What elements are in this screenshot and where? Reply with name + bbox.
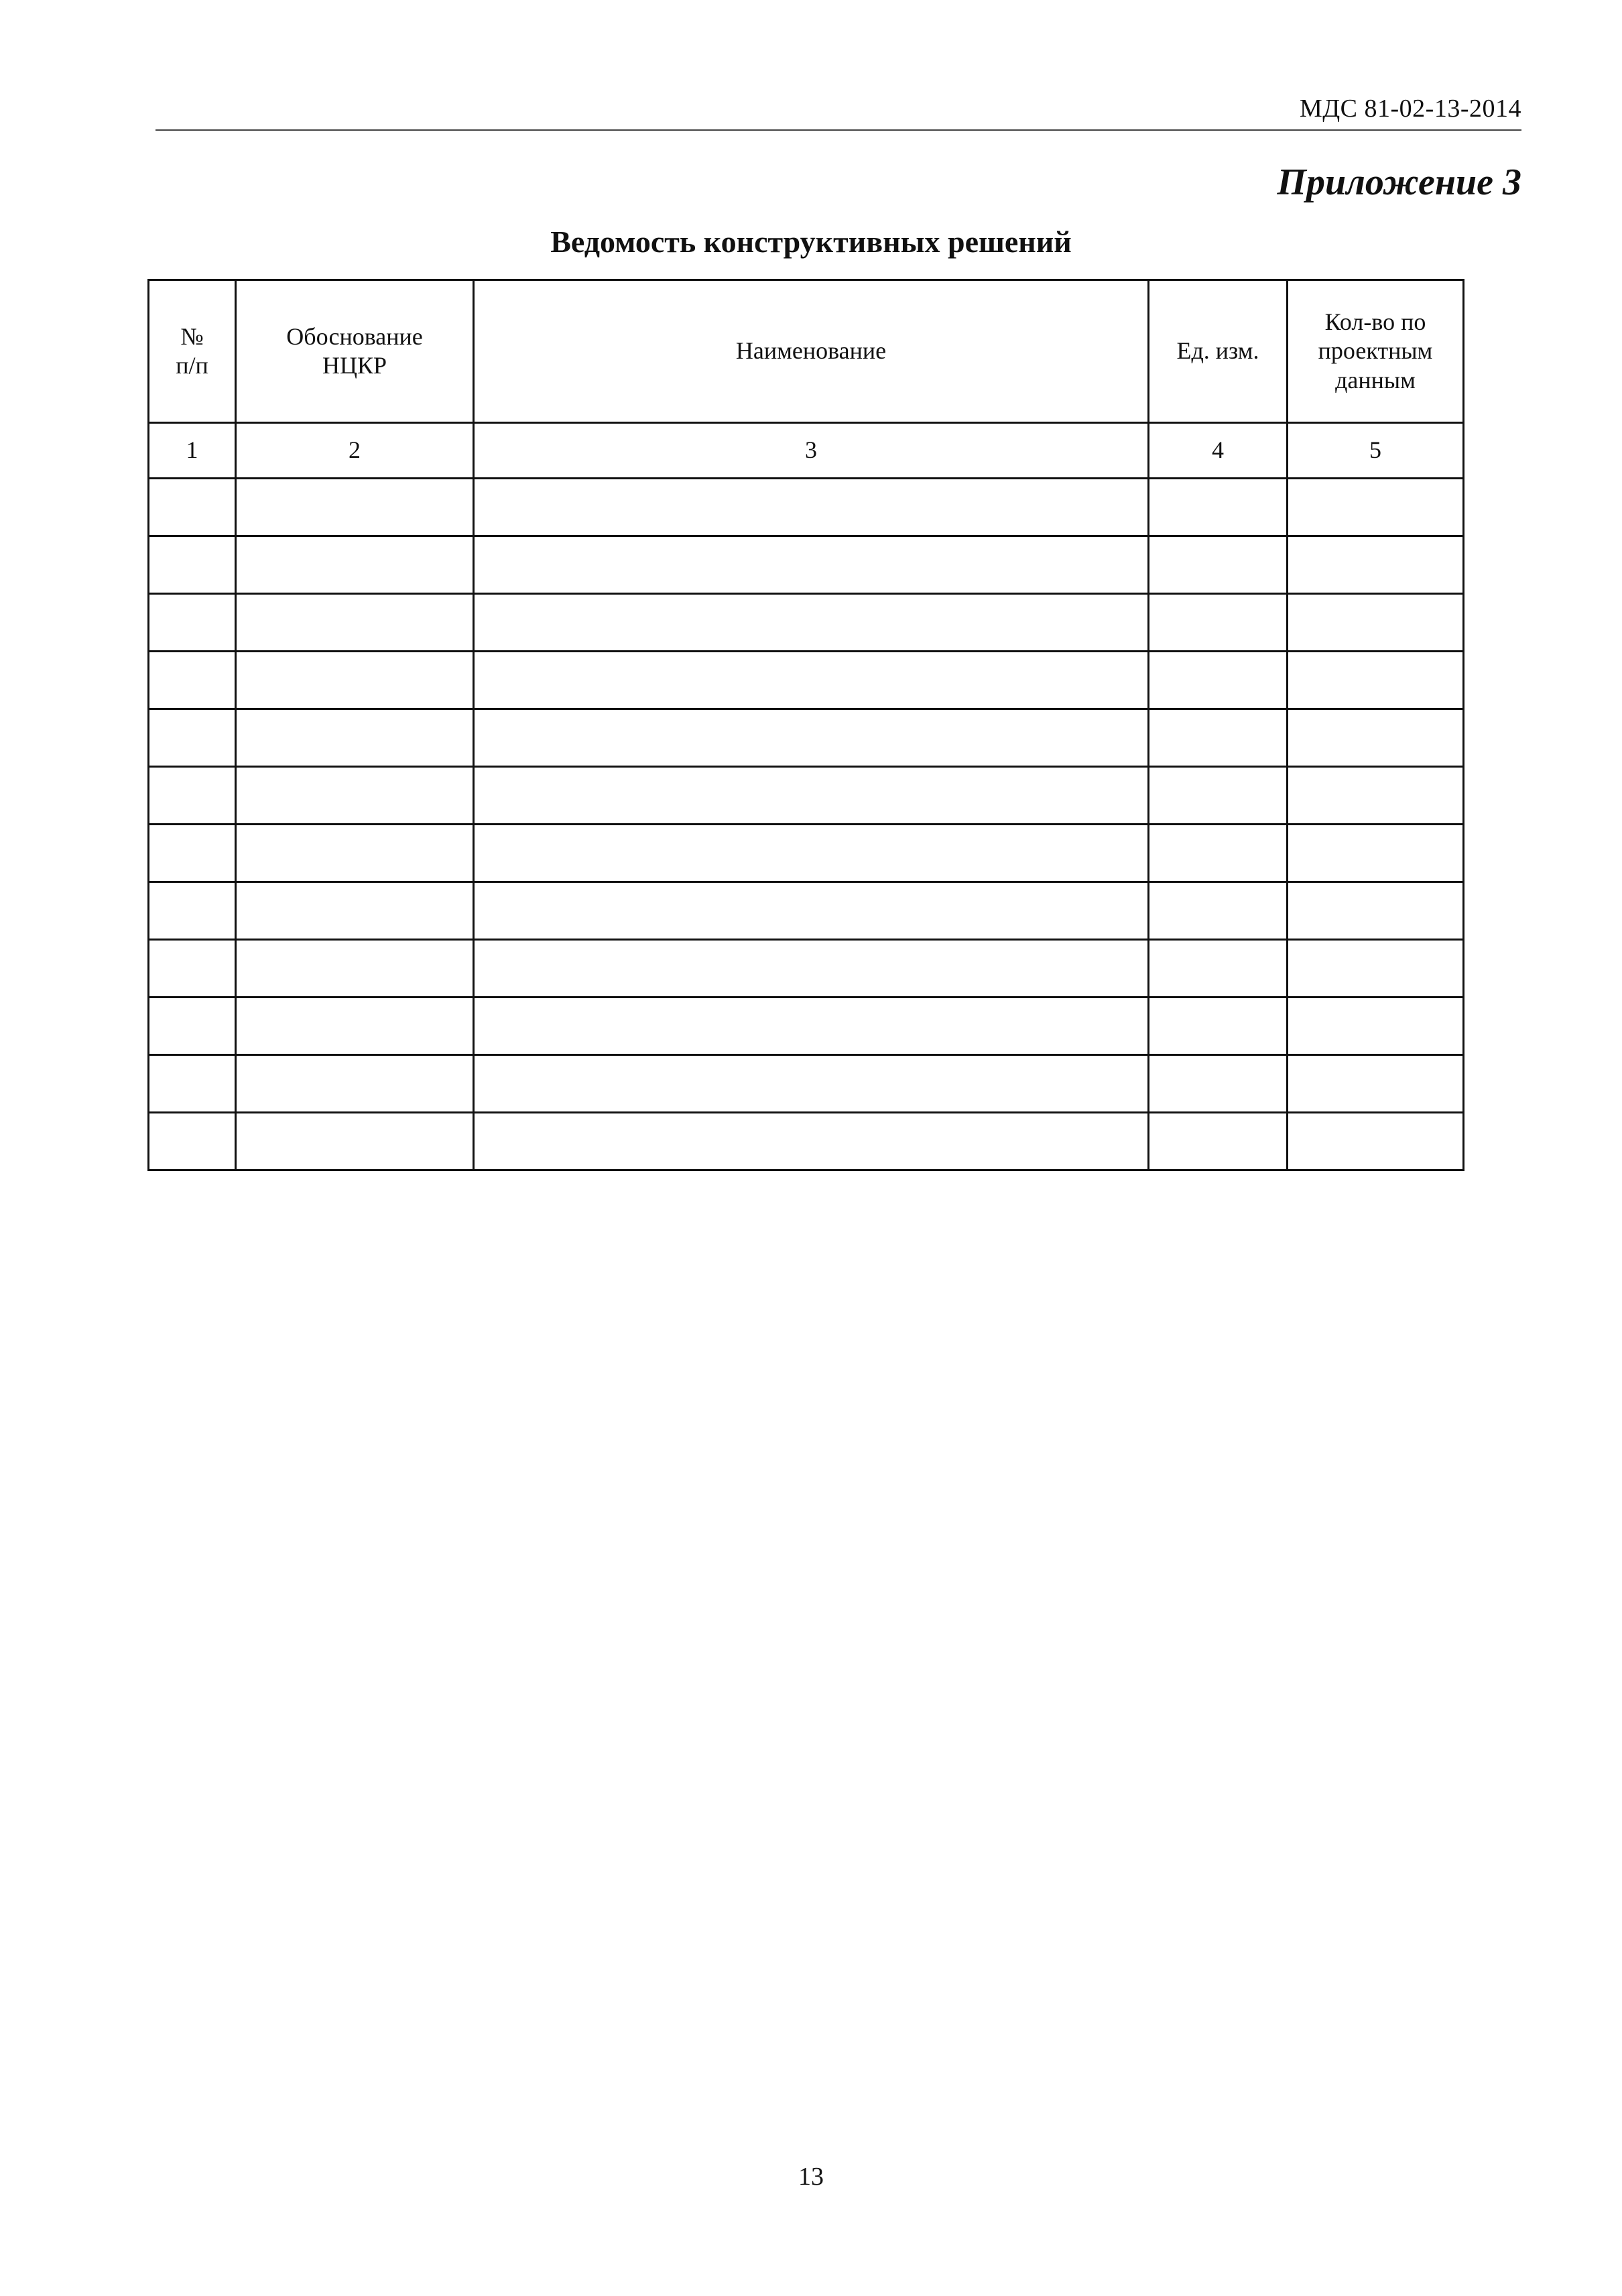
- table-row: [149, 536, 1464, 594]
- header-name: [474, 280, 1149, 423]
- cell-unit: [1149, 940, 1288, 998]
- table-row: [149, 767, 1464, 825]
- cell-number: [149, 940, 236, 998]
- table-row: [149, 1113, 1464, 1170]
- header-line: Ед. изм.: [1176, 337, 1259, 365]
- cell-quantity: [1288, 825, 1464, 882]
- cell-justification: [236, 479, 474, 536]
- header-line: Наименование: [735, 337, 887, 365]
- column-number: 4: [1149, 423, 1288, 479]
- cell-unit: [1149, 652, 1288, 709]
- cell-unit: [1149, 1055, 1288, 1113]
- table-row: [149, 940, 1464, 998]
- cell-unit: [1149, 882, 1288, 940]
- cell-unit: [1149, 709, 1288, 767]
- cell-quantity: [1288, 882, 1464, 940]
- header-unit: [1149, 280, 1288, 423]
- cell-name: [474, 536, 1149, 594]
- header-line: данным: [1335, 366, 1416, 394]
- cell-quantity: [1288, 709, 1464, 767]
- cell-quantity: [1288, 536, 1464, 594]
- appendix-label: Приложение 3: [1277, 162, 1521, 203]
- cell-justification: [236, 652, 474, 709]
- cell-name: [474, 882, 1149, 940]
- table-body: [149, 280, 1464, 1170]
- table-row: [149, 652, 1464, 709]
- cell-name: [474, 1113, 1149, 1170]
- table-row: [149, 594, 1464, 652]
- cell-number: [149, 536, 236, 594]
- cell-name: [474, 825, 1149, 882]
- table-row: [149, 479, 1464, 536]
- header-number: [149, 280, 236, 423]
- header-line: проектным: [1318, 337, 1433, 365]
- cell-quantity: [1288, 594, 1464, 652]
- constructive-solutions-table: [147, 279, 1464, 1171]
- cell-name: [474, 1055, 1149, 1113]
- cell-justification: [236, 882, 474, 940]
- cell-quantity: [1288, 652, 1464, 709]
- cell-justification: [236, 536, 474, 594]
- cell-number: [149, 882, 236, 940]
- cell-number: [149, 652, 236, 709]
- cell-quantity: [1288, 767, 1464, 825]
- cell-number: [149, 767, 236, 825]
- header-line: №: [180, 322, 204, 350]
- header-line: НЦКР: [322, 352, 387, 379]
- cell-justification: [236, 998, 474, 1055]
- header-line: п/п: [176, 352, 208, 379]
- table-row: [149, 998, 1464, 1055]
- cell-unit: [1149, 479, 1288, 536]
- column-number: 1: [149, 423, 236, 479]
- cell-name: [474, 998, 1149, 1055]
- cell-unit: [1149, 536, 1288, 594]
- cell-name: [474, 479, 1149, 536]
- cell-quantity: [1288, 1055, 1464, 1113]
- table-header-row: [149, 280, 1464, 423]
- table-row: [149, 825, 1464, 882]
- cell-quantity: [1288, 479, 1464, 536]
- table-row: [149, 882, 1464, 940]
- cell-unit: [1149, 825, 1288, 882]
- header-line: Кол-во по: [1324, 308, 1426, 336]
- header-justification: [236, 280, 474, 423]
- header-line: Обоснование: [286, 322, 423, 350]
- cell-number: [149, 479, 236, 536]
- cell-number: [149, 998, 236, 1055]
- cell-justification: [236, 1113, 474, 1170]
- cell-justification: [236, 594, 474, 652]
- cell-number: [149, 709, 236, 767]
- cell-justification: [236, 709, 474, 767]
- cell-number: [149, 594, 236, 652]
- header-quantity: [1288, 280, 1464, 423]
- cell-quantity: [1288, 940, 1464, 998]
- cell-name: [474, 767, 1149, 825]
- cell-justification: [236, 1055, 474, 1113]
- cell-unit: [1149, 998, 1288, 1055]
- cell-unit: [1149, 767, 1288, 825]
- column-number: 3: [474, 423, 1149, 479]
- cell-justification: [236, 767, 474, 825]
- column-number-row: [149, 423, 1464, 479]
- document-code: МДС 81-02-13-2014: [1299, 95, 1521, 123]
- table-row: [149, 709, 1464, 767]
- cell-name: [474, 594, 1149, 652]
- column-number: 2: [236, 423, 474, 479]
- cell-justification: [236, 825, 474, 882]
- cell-name: [474, 940, 1149, 998]
- cell-unit: [1149, 594, 1288, 652]
- cell-number: [149, 1113, 236, 1170]
- header-rule: [155, 129, 1521, 131]
- cell-name: [474, 652, 1149, 709]
- table-title: Ведомость конструктивных решений: [550, 225, 1072, 259]
- cell-name: [474, 709, 1149, 767]
- table-row: [149, 1055, 1464, 1113]
- page-number: 13: [798, 2163, 824, 2191]
- cell-quantity: [1288, 998, 1464, 1055]
- cell-unit: [1149, 1113, 1288, 1170]
- cell-number: [149, 1055, 236, 1113]
- column-number: 5: [1288, 423, 1464, 479]
- cell-number: [149, 825, 236, 882]
- cell-justification: [236, 940, 474, 998]
- cell-quantity: [1288, 1113, 1464, 1170]
